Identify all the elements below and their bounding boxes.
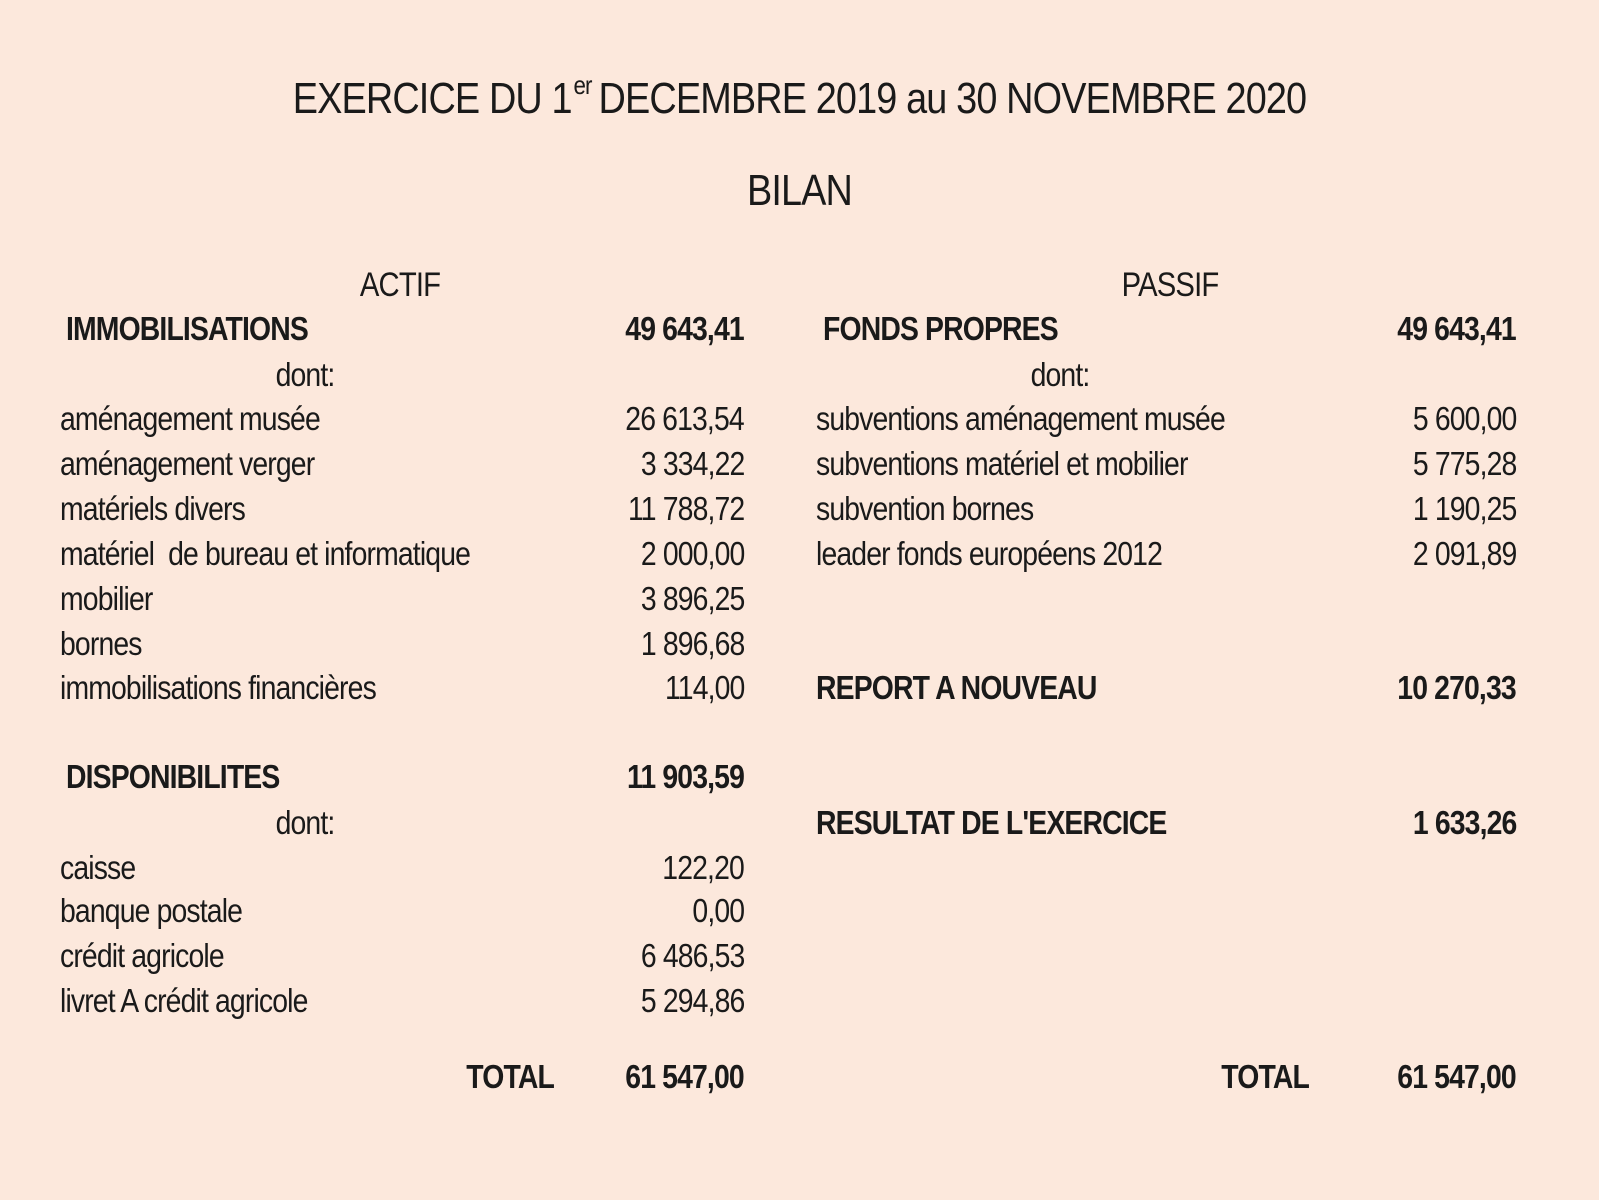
passif-total-label: TOTAL: [1221, 1058, 1309, 1095]
actif-total-label: TOTAL: [466, 1058, 554, 1095]
list-item-amount: 2 000,00: [640, 535, 744, 572]
actif-total-amount: 61 547,00: [625, 1058, 744, 1095]
list-item-label: aménagement musée: [60, 400, 320, 437]
immobilisations-dont: dont:: [275, 356, 335, 393]
list-item-label: matériel de bureau et informatique: [60, 535, 471, 572]
title-suffix: DECEMBRE 2019 au 30 NOVEMBRE 2020: [598, 74, 1307, 123]
title-prefix: EXERCICE DU 1: [292, 74, 572, 123]
list-item-label: leader fonds européens 2012: [816, 535, 1163, 572]
list-item-amount: 1 896,68: [640, 625, 744, 662]
list-item-label: caisse: [60, 849, 136, 886]
list-item-amount: 6 486,53: [640, 937, 744, 974]
page-title: [112, 70, 1487, 124]
report-amount: 10 270,33: [1397, 669, 1516, 706]
resultat-amount: 1 633,26: [1412, 804, 1516, 841]
list-item-label: bornes: [60, 625, 142, 662]
list-item-label: immobilisations financières: [60, 669, 376, 706]
actif-heading: ACTIF: [359, 266, 441, 304]
list-item-amount: 1 190,25: [1412, 490, 1516, 527]
title-superscript: er: [573, 70, 592, 100]
disponibilites-amount: 11 903,59: [627, 758, 744, 795]
list-item-amount: 3 334,22: [640, 445, 744, 482]
list-item-amount: 3 896,25: [640, 580, 744, 617]
list-item-label: matériels divers: [60, 490, 245, 527]
list-item-amount: 11 788,72: [627, 490, 744, 527]
disponibilites-label: DISPONIBILITES: [66, 758, 280, 795]
list-item-label: crédit agricole: [60, 937, 224, 974]
list-item-amount: 0,00: [692, 892, 744, 929]
list-item-amount: 122,20: [662, 849, 744, 886]
disponibilites-dont: dont:: [275, 804, 335, 841]
passif-total-amount: 61 547,00: [1397, 1058, 1516, 1095]
list-item-label: livret A crédit agricole: [60, 982, 308, 1019]
list-item-label: subvention bornes: [816, 490, 1034, 527]
immobilisations-amount: 49 643,41: [625, 310, 744, 347]
list-item-amount: 5 294,86: [640, 982, 744, 1019]
list-item-amount: 5 775,28: [1412, 445, 1516, 482]
list-item-amount: 5 600,00: [1412, 400, 1516, 437]
list-item-amount: 114,00: [664, 669, 744, 706]
list-item-label: aménagement verger: [60, 445, 315, 482]
resultat-label: RESULTAT DE L'EXERCICE: [816, 804, 1167, 841]
immobilisations-label: IMMOBILISATIONS: [66, 310, 308, 347]
fonds-propres-label: FONDS PROPRES: [823, 310, 1058, 347]
list-item-amount: 26 613,54: [625, 400, 744, 437]
list-item-label: subventions matériel et mobilier: [816, 445, 1188, 482]
fonds-propres-amount: 49 643,41: [1397, 310, 1516, 347]
list-item-label: mobilier: [60, 580, 153, 617]
passif-heading: PASSIF: [1121, 266, 1219, 304]
fonds-propres-dont: dont:: [1030, 356, 1090, 393]
subtitle-bilan: BILAN: [746, 166, 853, 215]
list-item-label: subventions aménagement musée: [816, 400, 1225, 437]
report-label: REPORT A NOUVEAU: [816, 669, 1097, 706]
list-item-label: banque postale: [60, 892, 243, 929]
list-item-amount: 2 091,89: [1412, 535, 1516, 572]
